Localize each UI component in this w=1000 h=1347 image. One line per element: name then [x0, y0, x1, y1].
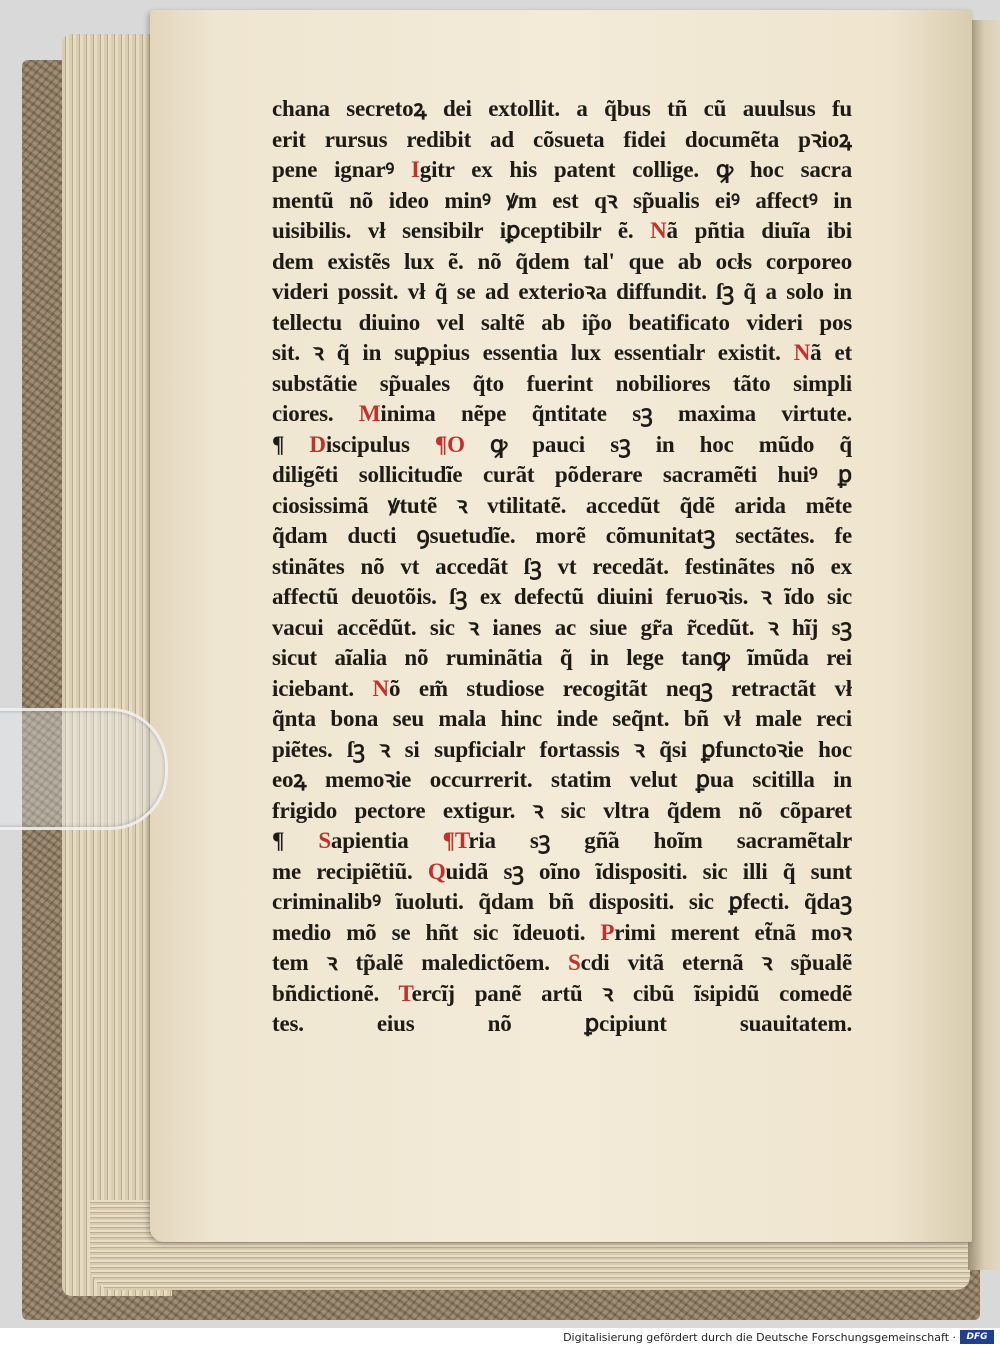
text-segment: õ em̃ studiose recogitãt neqꝫ retractãt vł: [388, 675, 852, 701]
rubricated-initial: ¶: [442, 828, 455, 853]
text-segment: pene ignarꝰ: [272, 157, 411, 182]
text-segment: ã pñtia diuĩa ibi: [666, 218, 852, 243]
text-segment: ria sꝫ gñ̃a hoĩm sacramẽtalr: [468, 828, 852, 853]
text-segment: tellectu diuino vel saltẽ ab ip̃o beatificato videri pos: [272, 309, 852, 335]
text-segment: chana secretoꝝ dei extollit. a q̃bus tñ cũ auulsus fu: [272, 96, 852, 121]
rubricated-initial: T: [398, 980, 412, 1006]
rubricated-initial: P: [600, 919, 615, 945]
text-line: [272, 1009, 852, 1040]
text-line: [272, 918, 852, 949]
text-segment: diligẽti sollicitudĩe curãt põderare sacramẽti huiꝰ ꝑ: [272, 462, 852, 487]
text-segment: uisibilis. vł sensibilr iꝑceptibilr ẽ.: [272, 218, 651, 243]
text-line: [272, 430, 852, 461]
text-segment: rimi merent et̃nã moꝛ: [614, 919, 852, 945]
text-segment: sit. ꝛ q̃ in suꝑpius essentia lux essentialr existit.: [272, 340, 794, 365]
text-line: [272, 521, 852, 552]
text-line: [272, 552, 852, 583]
text-segment: frigido pectore extigur. ꝛ sic vltra q̃dem nõ cõparet: [272, 797, 852, 823]
text-segment: erit rursus redibit ad cõsueta fidei documẽta pꝛioꝝ: [272, 126, 852, 152]
text-segment: vacui accẽdũt. sic ꝛ ianes ac siue gr̃a r̃cedũt. ꝛ hĩj sꝫ: [272, 614, 852, 640]
text-segment: substãtie sp̃uales q̃to fuerint nobiliores tãto simpli: [272, 370, 852, 396]
facing-page: [968, 20, 1000, 1270]
text-line: [272, 186, 852, 217]
text-segment: ã et: [810, 340, 852, 365]
text-segment: uidã sꝫ oĩno ĩdispositi. sic illi q̃ sunt: [445, 858, 852, 884]
text-segment: piẽtes. ſꝫ ꝛ si supficialr fortassis ꝛ q̃si ꝑfunctoꝛie hoc: [272, 736, 852, 762]
text-segment: inima nẽpe q̃ntitate sꝫ maxima virtute.: [380, 401, 852, 426]
text-line: [272, 399, 852, 430]
text-segment: ꝙ pauci sꝫ in hoc mũdo q̃: [464, 431, 852, 457]
text-segment: stinãtes nõ vt accedãt ſꝫ vt recedãt. festinãtes nõ ex: [272, 553, 852, 579]
text-segment: q̃dam ducti ꝯsuetudĩe. morẽ cõmunitatꝫ sectãtes. fe: [272, 523, 852, 548]
text-segment: criminalibꝰ ĩuoluti. q̃dam bñ dispositi. sic ꝑfecti. q̃daꝫ: [272, 889, 852, 914]
rubricated-initial: S: [568, 950, 581, 975]
text-segment: iscipulus: [325, 431, 435, 457]
rubricated-initial: ¶: [434, 431, 448, 457]
rubricated-initial: N: [372, 675, 389, 701]
rubricated-initial: T: [454, 828, 469, 853]
text-line: [272, 277, 852, 308]
text-line: [272, 491, 852, 522]
text-line: [272, 216, 852, 247]
rubricated-initial: N: [793, 340, 811, 365]
footer-bar: [0, 1328, 1000, 1347]
rubricated-initial: Q: [427, 858, 446, 884]
text-line: [272, 247, 852, 278]
text-line: [272, 948, 852, 979]
page-text: [272, 94, 852, 1040]
text-segment: sicut aĩalia nõ ruminãtia q̃ in lege tanꝙ ĩmũda rei: [272, 645, 852, 670]
text-segment: tes. eius nõ ꝑcipiunt suauitatem.: [272, 1011, 852, 1036]
text-segment: ercĩj panẽ artũ ꝛ cibũ ĩsipidũ comedẽ: [411, 980, 852, 1006]
text-line: [272, 735, 852, 766]
text-segment: me recipiẽtiũ.: [272, 858, 428, 884]
text-line: [272, 826, 852, 857]
rubricated-initial: N: [650, 218, 667, 243]
rubricated-initial: I: [411, 157, 420, 182]
text-segment: dem existẽs lux ẽ. nõ q̃dem tal' que ab ocłs corporeo: [272, 248, 852, 274]
footer-credit: Digitalisierung gefördert durch die Deutsche Forschungsgemeinschaft ·: [563, 1331, 956, 1344]
text-segment: tem ꝛ tp̃alẽ maledictõem.: [272, 950, 569, 975]
text-line: [272, 979, 852, 1010]
text-line: [272, 613, 852, 644]
text-segment: ciosissimã ꝟtutẽ ꝛ vtilitatẽ. accedũt q̃dẽ arida mẽte: [272, 492, 852, 518]
text-line: [272, 887, 852, 918]
text-segment: q̃nta bona seu mala hinc inde seq̃nt. bñ vł male reci: [272, 706, 852, 731]
rubricated-initial: O: [447, 431, 465, 457]
text-segment: cdi vitã eternã ꝛ sp̃ualẽ: [580, 950, 852, 975]
text-segment: apientia: [330, 828, 443, 853]
text-line: [272, 308, 852, 339]
text-segment: ciores.: [272, 401, 359, 426]
text-segment: gitr ex his patent collige. ꝙ hoc sacra: [419, 157, 852, 182]
text-line: [272, 369, 852, 400]
text-line: [272, 796, 852, 827]
rubricated-initial: S: [318, 828, 331, 853]
text-segment: mentũ nõ ideo minꝰ ꝟm est qꝛ sp̃ualis eiꝰ affectꝰ in: [272, 187, 852, 213]
text-line: [272, 857, 852, 888]
text-line: [272, 674, 852, 705]
text-segment: eoꝝ memoꝛie occurrerit. statim velut ꝑua scitilla in: [272, 767, 852, 792]
dfg-logo-icon[interactable]: DFG: [960, 1330, 994, 1344]
text-line: [272, 704, 852, 735]
text-segment: bñdictionẽ.: [272, 980, 399, 1006]
text-segment: videri possit. vł q̃ se ad exterioꝛa diffundit. ſꝫ q̃ a solo in: [272, 279, 852, 304]
text-segment: ¶: [272, 828, 319, 853]
text-segment: iciebant.: [272, 675, 373, 701]
text-line: [272, 765, 852, 796]
text-line: [272, 460, 852, 491]
text-line: [272, 125, 852, 156]
bookmark-clip: [0, 708, 168, 830]
rubricated-initial: D: [309, 431, 326, 457]
text-line: [272, 94, 852, 125]
rubricated-initial: M: [358, 401, 381, 426]
text-line: [272, 582, 852, 613]
text-segment: ¶: [272, 431, 310, 457]
text-line: [272, 155, 852, 186]
text-segment: medio mõ se hñt sic ĩdeuoti.: [272, 919, 601, 945]
text-line: [272, 643, 852, 674]
text-line: [272, 338, 852, 369]
text-segment: affectũ deuotõis. ſꝫ ex defectũ diuini feruoꝛis. ꝛ ĩdo sic: [272, 584, 852, 609]
